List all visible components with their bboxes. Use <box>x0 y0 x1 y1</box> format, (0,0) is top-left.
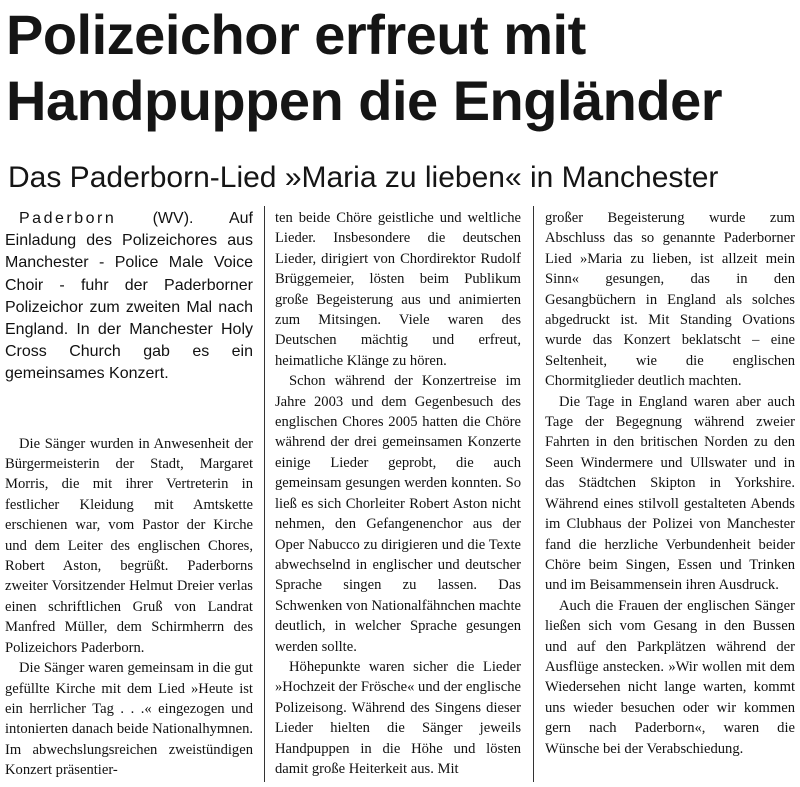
subheadline: Das Paderborn-Lied »Maria zu lieben« in Manchester <box>8 161 719 194</box>
body-paragraph: Die Sänger waren gemeinsam in die gut gefüllte Kirche mit dem Lied »Heute ist ein herrlicher Tag . . .« eingezogen und intonierten danach beide Nationalhymnen. Im abwechslungsreichen zweistündigen Konzert präsentier- <box>5 660 253 779</box>
article-column-2 <box>275 208 521 786</box>
article-column-3 <box>545 208 795 786</box>
column-divider-2 <box>533 206 534 782</box>
body-paragraph: Auch die Frauen der englischen Sänger ließen sich vom Gesang in den Bussen und auf den Parkplätzen während der Ausflüge anstecken. »Wir wollen mit dem Wiedersehen nicht lange warten, kommt uns wieder besuchen oder wir kommen gern nach Paderborn«, waren die Wünsche bei der Verabschiedung. <box>545 597 795 757</box>
body-paragraph: Die Sänger wurden in Anwesenheit der Bürgermeisterin der Stadt, Margaret Morris, die mit ihrer Vertreterin in festlicher Kleidung mit Amtskette erschienen war, vom Pastor der Kirche und dem Leiter des englischen Chores, Robert Aston, begrüßt. Paderborns zweiter Vorsitzender Helmut Dreier verlas einen schriftlichen Gruß von Landrat Manfred Müller, dem Schirmherrn des Polizeichors Paderborn. <box>5 435 253 656</box>
lead-paragraph <box>5 208 253 386</box>
headline-line-1: Polizeichor erfreut mit <box>6 3 586 66</box>
body-paragraph: Höhepunkte waren sicher die Lieder »Hochzeit der Frösche« und der englische Polizeisong. Während des Singens dieser Lieder hielten die Sänger jeweils Handpuppen in die Höhe und lösten damit große Heiterkeit aus. Mit <box>275 658 521 777</box>
body-paragraph: ten beide Chöre geistliche und weltliche Lieder. Insbesondere die deutschen Lieder, dirigiert von Chordirektor Rudolf Brüggemeier, lösten beim Publikum große Begeisterung aus und animierten zum Mitsingen. Viele waren des Deutschen mächtig und erfreut, heimatliche Klänge zu hören. <box>275 210 521 369</box>
headline-line-2: Handpuppen die Engländer <box>6 69 723 132</box>
body-paragraph: Die Tage in England waren aber auch Tage der Begegnung während zweier Fahrten in den britischen Norden zu den Seen Windermere und Ullswater und in das Städtchen Skipton in Yorkshire. Während eines stilvoll gestalteten Abends im Clubhaus der Polizei von Manchester fand die herzliche Verbundenheit beider Chöre beim Singen, Essen und Trinken und im Beisammensein ihren Ausdruck. <box>545 393 795 594</box>
lead-text: (WV). Auf Einladung des Polizeichores aus Manchester - Police Male Voice Choir - fuhr der Paderborner Polizeichor zum zweiten Mal nach England. In der Manchester Holy Cross Church gab es ein gemeinsames Konzert. <box>5 210 253 383</box>
article-column-1 <box>5 208 253 786</box>
headline <box>6 2 796 134</box>
column-divider-1 <box>264 206 265 782</box>
body-paragraph: Schon während der Konzertreise im Jahre 2003 und dem Gegenbesuch des englischen Chores 2005 hatten die Chöre während der drei gemeinsamen Konzerte einige Lieder geprobt, die auch gemeinsam gesungen werden konnten. So ließ es sich Chorleiter Robert Aston nicht nehmen, den Gefangenenchor aus der Oper Nabucco zu dirigieren und die Texte abwechselnd in englischer und deutscher Sprache singen zu lassen. Das Schwenken von Nationalfähnchen machte deutlich, in welcher Sprache gesungen werden sollte. <box>275 373 521 655</box>
dateline: Paderborn <box>19 210 117 227</box>
body-paragraph: großer Begeisterung wurde zum Abschluss das so genannte Paderborner Lied »Maria zu lieben, ist allzeit mein Sinn« gesungen, das in den Gesangbüchern in England als solches abgedruckt ist. Mit Standing Ovations wurde das Konzert beklatscht – eine Seltenheit, wie die englischen Chormitglieder deutlich machten. <box>545 210 795 390</box>
